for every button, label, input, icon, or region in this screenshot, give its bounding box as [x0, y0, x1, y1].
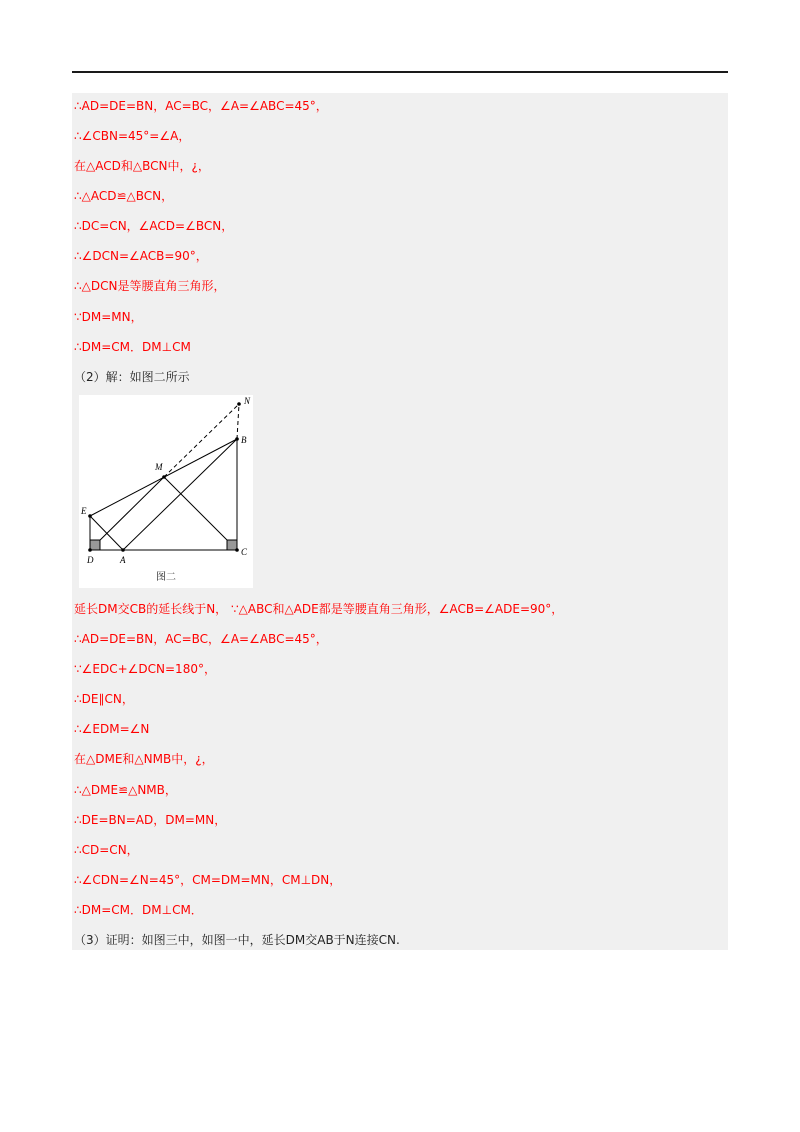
point-A	[121, 548, 125, 552]
part2-heading: （2）解：如图二所示	[74, 370, 190, 384]
right-angle-D	[90, 540, 100, 550]
point-B	[235, 437, 239, 441]
segment-BN-dashed	[237, 404, 239, 439]
segment-MC	[164, 477, 237, 550]
label-D: D	[87, 555, 94, 565]
proof-line: ∴DM=CM．DM⊥CM	[74, 340, 191, 354]
proof-line: ∴△DCN是等腰直角三角形，	[74, 279, 226, 293]
point-C	[235, 548, 239, 552]
proof-line: ∴DC=CN，∠ACD=∠BCN，	[74, 219, 234, 233]
proof-line: ∵∠EDC+∠DCN=180°，	[74, 662, 216, 676]
point-M	[162, 475, 166, 479]
proof-line: ∴AD=DE=BN，AC=BC，∠A=∠ABC=45°，	[74, 99, 328, 113]
proof-line: ∴∠CBN=45°=∠A，	[74, 129, 191, 143]
proof-line: ∴∠DCN=∠ACB=90°，	[74, 249, 208, 263]
segment-MN-dashed	[164, 404, 239, 477]
segment-DM	[90, 477, 164, 550]
header-rule	[72, 71, 728, 73]
point-E	[88, 514, 92, 518]
figure-caption: 图二	[156, 572, 176, 583]
proof-line: ∴DM=CM．DM⊥CM．	[74, 903, 203, 917]
point-N	[237, 402, 241, 406]
geometry-figure	[79, 395, 253, 588]
point-D	[88, 548, 92, 552]
proof-line: ∴∠CDN=∠N=45°，CM=DM=MN，CM⊥DN，	[74, 873, 342, 887]
proof-line: ∴△DME≌△NMB，	[74, 783, 177, 797]
label-C: C	[241, 547, 248, 557]
label-M: M	[155, 462, 163, 472]
label-B: B	[241, 435, 247, 445]
proof-line: ∵DM=MN，	[74, 310, 143, 324]
proof-line: ∴∠EDM=∠N	[74, 722, 150, 736]
proof-line: ∴DE=BN=AD，DM=MN，	[74, 813, 227, 827]
figure-diagram	[79, 395, 253, 588]
right-angle-C	[227, 540, 237, 550]
proof-line: 延长DM交CB的延长线于N， ∵△ABC和△ADE都是等腰直角三角形，∠ACB=∠ADE=90°，	[74, 602, 564, 616]
proof-line: ∴DE∥CN，	[74, 692, 134, 706]
proof-line: ∴△ACD≌△BCN，	[74, 189, 174, 203]
label-E: E	[81, 506, 87, 516]
proof-line: 在△DME和△NMB中，¿，	[74, 752, 214, 766]
label-A: A	[120, 555, 126, 565]
proof-line: ∴AD=DE=BN，AC=BC，∠A=∠ABC=45°，	[74, 632, 328, 646]
part3-heading: （3）证明：如图三中，如图一中，延长DM交AB于N连接CN.	[74, 933, 400, 947]
label-N: N	[244, 396, 251, 406]
proof-line: ∴CD=CN，	[74, 843, 139, 857]
proof-line: 在△ACD和△BCN中，¿，	[74, 159, 210, 173]
